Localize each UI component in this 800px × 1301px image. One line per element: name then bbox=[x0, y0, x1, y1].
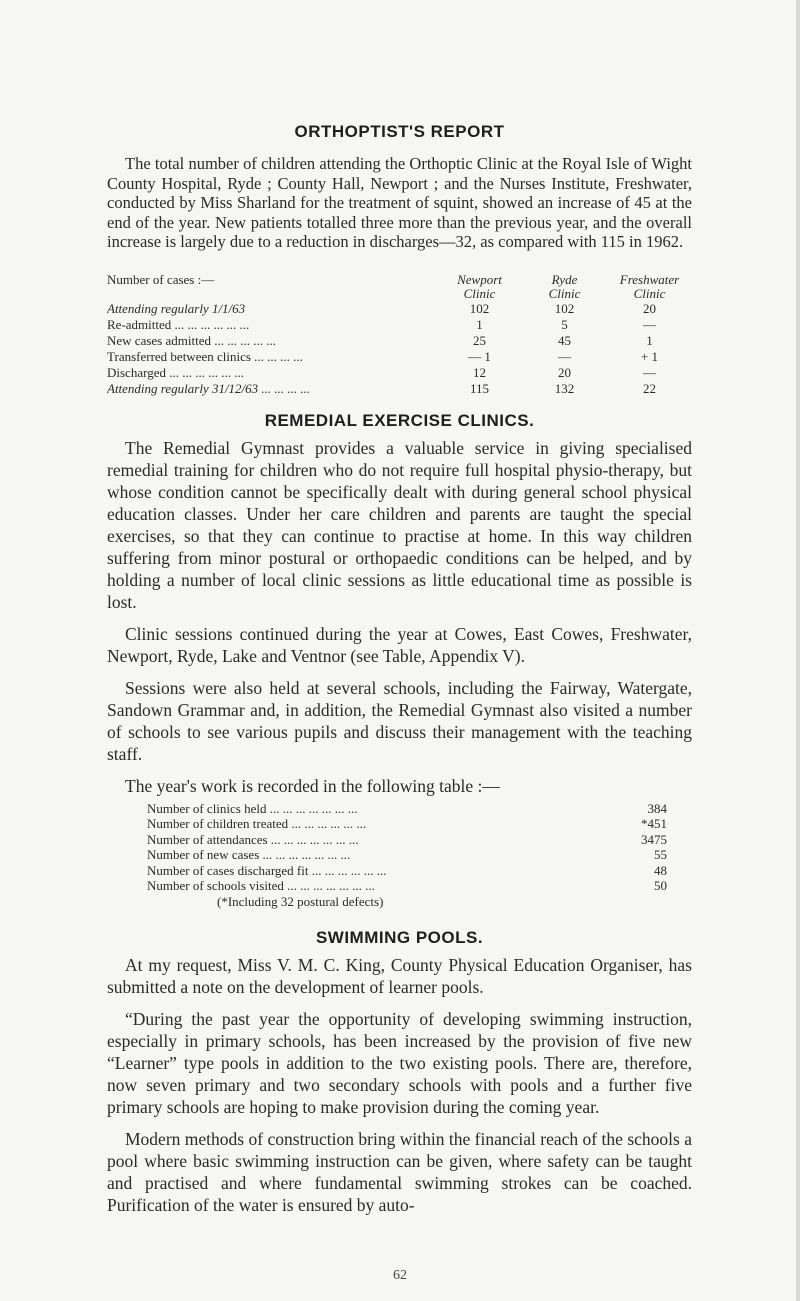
cell-ryde: 20 bbox=[558, 364, 571, 380]
page-number: 62 bbox=[393, 1268, 407, 1283]
orthoptist-report-title: ORTHOPTIST'S REPORT bbox=[294, 122, 505, 141]
row-value: 50 bbox=[654, 878, 667, 893]
table-row bbox=[107, 301, 692, 317]
table-row bbox=[107, 317, 692, 333]
remedial-paragraph-1: The Remedial Gymnast provides a valuable service in giving specialised remedial training for children who do not require full hospital physio-therapy, but whose condition cannot be specifically dealt with during general school physical education classes. Under her care children and parents are taught the special exercises, so that they can continue to practise at home. In this way children suffering from minor postural or orthopaedic conditions can be helped, and by holding a number of local clinic sessions as little educational time as possible is lost. bbox=[107, 437, 692, 612]
swimming-paragraph-2: “During the past year the opportunity of developing swimming instruction, especially in primary schools, has been increased by the provision of five new “Learner” type pools in addition to the two existing pools. There are, therefore, now seven primary and two secondary schools with pools and a further five primary schools are hoping to make provision during the coming year. bbox=[107, 1008, 692, 1117]
row-label: Number of cases discharged fit ... ... ... ... ... ... bbox=[147, 862, 387, 878]
cell-ryde: 132 bbox=[554, 380, 575, 396]
swimming-section-title: SWIMMING POOLS. bbox=[315, 927, 484, 947]
row-label: Re-admitted ... ... ... ... ... ... bbox=[107, 316, 250, 332]
table-row bbox=[147, 816, 667, 832]
cell-newport: — 1 bbox=[468, 348, 491, 364]
cell-freshwater: — bbox=[643, 316, 656, 332]
row-label: Attending regularly 31/12/63 ... ... ... ... bbox=[107, 380, 311, 396]
row-value: *451 bbox=[641, 816, 667, 831]
page-edge bbox=[796, 0, 800, 1301]
row-value: 384 bbox=[647, 800, 667, 816]
row-label: Discharged ... ... ... ... ... ... bbox=[107, 364, 244, 380]
row-label-header: Number of cases :— bbox=[107, 271, 215, 287]
table-row bbox=[147, 863, 667, 879]
row-label: New cases admitted ... ... ... ... ... bbox=[107, 332, 276, 348]
col-header-ryde: Ryde Clinic bbox=[548, 271, 581, 301]
row-value: 55 bbox=[654, 847, 667, 862]
swimming-paragraph-1: At my request, Miss V. M. C. King, County Physical Education Organiser, has submitted a note on the development of learner pools. bbox=[107, 954, 692, 997]
table-row bbox=[107, 349, 692, 365]
cell-freshwater: 1 bbox=[646, 332, 653, 348]
row-label: Number of new cases ... ... ... ... ... ... ... bbox=[147, 847, 351, 862]
remedial-section-title: REMEDIAL EXERCISE CLINICS. bbox=[264, 410, 535, 430]
remedial-work-table bbox=[147, 801, 667, 910]
table-row bbox=[147, 801, 667, 817]
table-row bbox=[147, 832, 667, 848]
document-page bbox=[107, 122, 692, 1226]
cell-ryde: — bbox=[558, 348, 571, 364]
row-value: 3475 bbox=[641, 831, 667, 847]
cell-freshwater: — bbox=[643, 364, 656, 380]
swimming-paragraph-3: Modern methods of construction bring within the financial reach of the schools a pool where basic swimming instruction can be given, where safety can be taught and practised and where fundamental swimming strokes can be coached. Purification of the water is ensured by auto- bbox=[107, 1128, 692, 1215]
table-row bbox=[107, 333, 692, 349]
table-row bbox=[107, 381, 692, 397]
cell-ryde: 102 bbox=[554, 300, 575, 316]
cell-newport: 12 bbox=[473, 364, 486, 380]
col-header-newport: Newport Clinic bbox=[457, 271, 502, 301]
cell-ryde: 45 bbox=[558, 332, 571, 348]
cell-ryde: 5 bbox=[561, 316, 568, 332]
row-label: Attending regularly 1/1/63 bbox=[107, 300, 246, 316]
row-label: Transferred between clinics ... ... ... ... bbox=[107, 348, 303, 364]
cell-newport: 1 bbox=[476, 316, 483, 332]
orthoptic-clinic-table bbox=[107, 258, 692, 397]
table-row bbox=[107, 365, 692, 381]
row-value: 48 bbox=[654, 862, 667, 878]
cell-freshwater: 20 bbox=[643, 300, 656, 316]
table-row bbox=[147, 878, 667, 894]
row-label: Number of children treated ... ... ... ... ... ... bbox=[147, 816, 367, 831]
table-header-row bbox=[107, 258, 692, 301]
cell-newport: 25 bbox=[473, 332, 486, 348]
row-label: Number of schools visited ... ... ... ... ... ... ... bbox=[147, 878, 375, 893]
cell-newport: 102 bbox=[469, 300, 490, 316]
remedial-paragraph-3: Sessions were also held at several schools, including the Fairway, Watergate, Sandown Grammar and, in addition, the Remedial Gymnast also visited a number of schools to see various pupils and discuss their management with the teaching staff. bbox=[107, 677, 692, 764]
col-header-freshwater: Freshwater Clinic bbox=[619, 271, 680, 301]
remedial-footnote: (*Including 32 postural defects) bbox=[217, 893, 384, 909]
table-row bbox=[147, 847, 667, 863]
cell-newport: 115 bbox=[469, 380, 490, 396]
cell-freshwater: 22 bbox=[643, 380, 656, 396]
orthoptist-paragraph: The total number of children attending the Orthoptic Clinic at the Royal Isle of Wight County Hospital, Ryde ; County Hall, Newport ; and the Nurses Institute, Freshwater, conducted by Miss Sharland for the treatment of squint, showed an increase of 45 at the end of the year. New patients totalled three more than the previous year, and the overall increase is largely due to a reduction in discharges—32, as compared with 115 in 1962. bbox=[107, 154, 692, 251]
row-label: Number of clinics held ... ... ... ... ... ... ... bbox=[147, 800, 358, 816]
cell-freshwater: + 1 bbox=[640, 348, 659, 364]
remedial-paragraph-2: Clinic sessions continued during the year at Cowes, East Cowes, Freshwater, Newport, Ryde, Lake and Ventnor (see Table, Appendix V). bbox=[107, 623, 692, 666]
remedial-paragraph-4: The year's work is recorded in the following table :— bbox=[125, 775, 500, 796]
row-label: Number of attendances ... ... ... ... ... ... ... bbox=[147, 831, 359, 847]
